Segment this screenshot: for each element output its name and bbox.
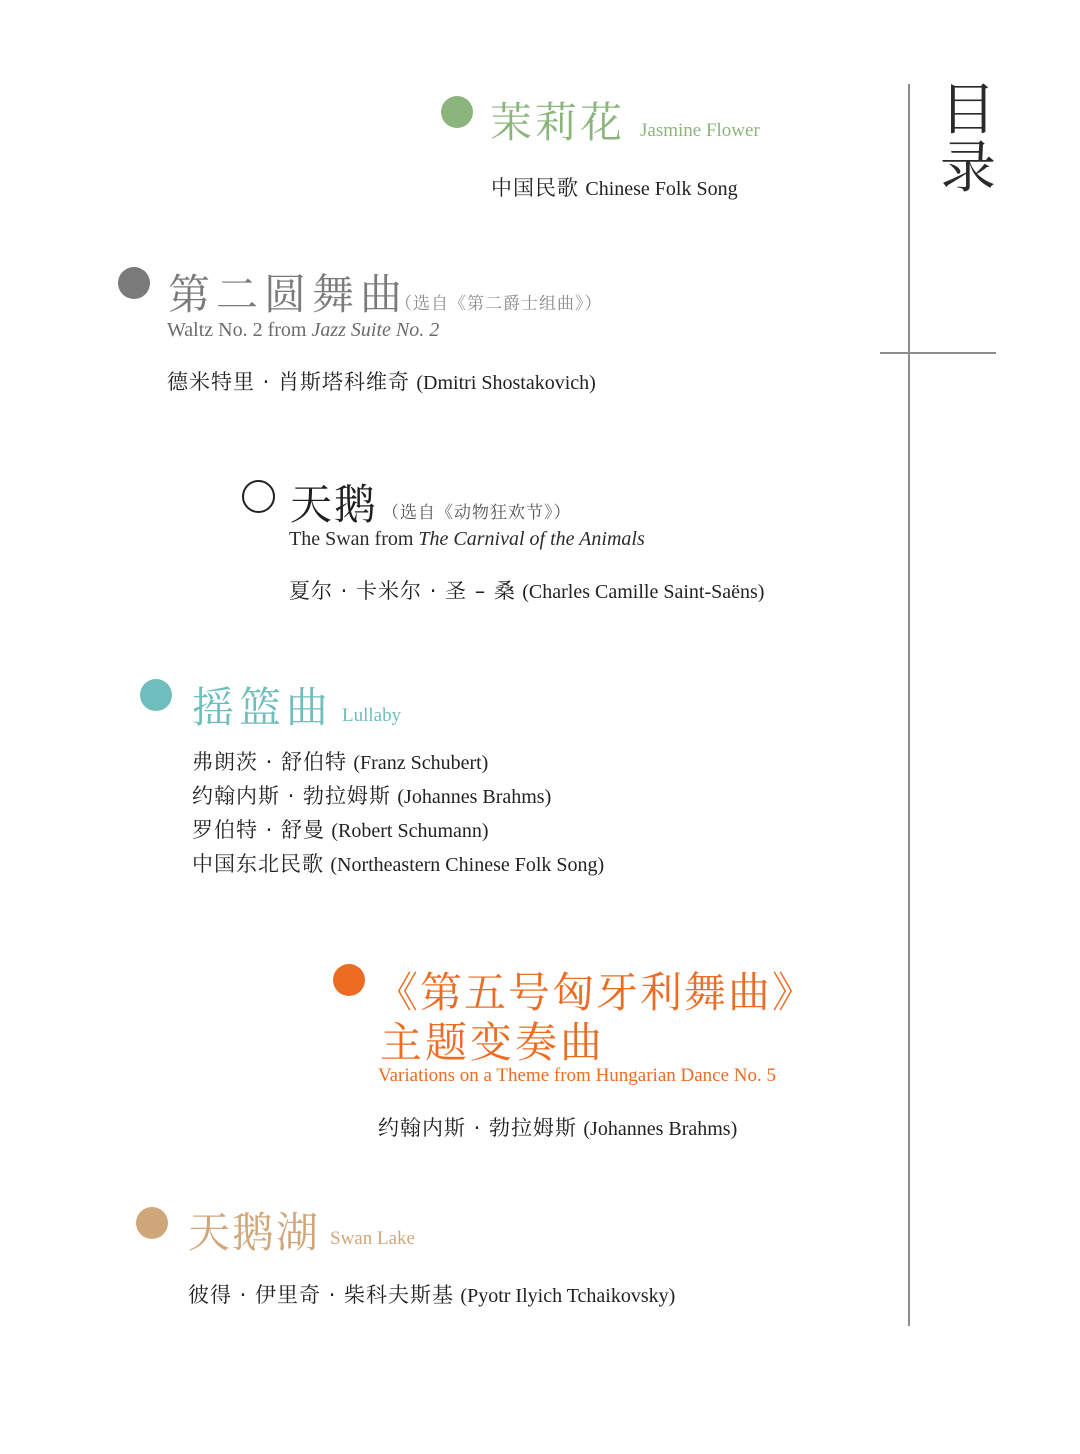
entry-6-title-cn: 天鹅湖 [188,1208,321,1257]
entry-1-title-en: Jasmine Flower [640,120,760,141]
entry-3-composer [289,575,764,605]
entry-3-title-en-italic: The Carnival of the Animals [418,528,645,550]
entry-4-composer-2 [192,780,551,810]
entry-2-title-cn: 第二圆舞曲 [168,270,409,319]
entry-2-title-en-italic: Jazz Suite No. 2 [311,319,440,341]
entry-3-note: （选自《动物狂欢节》） [382,503,572,523]
gray-bullet-icon [118,267,150,299]
tan-bullet-icon [136,1207,168,1239]
entry-1-title-cn: 茉莉花 [490,98,626,147]
entry-2-title-en-prefix: Waltz No. 2 from [167,319,312,341]
entry-4-composer-4-cn: 中国东北民歌 [192,852,324,876]
entry-2-composer-en: (Dmitri Shostakovich) [416,372,596,394]
entry-5-title-cn-line-1: 《第五号匈牙利舞曲》 [376,968,817,1017]
entry-2-title-en [167,319,439,342]
green-bullet-icon [441,96,473,128]
entry-4-title-en: Lullaby [342,705,402,726]
toc-heading-char-2: 录 [940,136,996,201]
entry-4-title-cn: 摇篮曲 [192,683,334,732]
entry-5-title-en: Variations on a Theme from Hungarian Dance No. 5 [378,1065,776,1086]
entry-2-note: （选自《第二爵士组曲》） [395,294,603,314]
entry-3-composer-en: (Charles Camille Saint-Saëns) [522,581,765,603]
entry-4-composer-2-en: (Johannes Brahms) [397,786,552,808]
ring-bullet-icon [242,480,275,513]
entry-5-composer [378,1112,737,1142]
entry-3-title-en [289,528,645,551]
entry-3-composer-cn: 夏尔 · 卡米尔 · 圣 – 桑 [289,579,516,603]
entry-4-composer-3 [192,814,489,844]
entry-6-title-en: Swan Lake [330,1228,415,1249]
entry-2-composer-cn: 德米特里 · 肖斯塔科维奇 [167,370,411,394]
entry-3-title-cn: 天鹅 [290,480,379,529]
entry-4-composer-2-cn: 约翰内斯 · 勃拉姆斯 [192,784,392,808]
teal-bullet-icon [140,679,172,711]
entry-1-composer [491,172,738,202]
entry-5-composer-cn: 约翰内斯 · 勃拉姆斯 [378,1116,578,1140]
entry-4-composer-4-en: (Northeastern Chinese Folk Song) [330,854,605,876]
entry-4-composer-1-en: (Franz Schubert) [353,752,489,774]
entry-2-composer [167,366,596,396]
entry-3-title-en-prefix: The Swan from [289,528,419,550]
toc-heading [938,78,998,201]
entry-4-composer-1 [192,746,488,776]
entry-1-composer-en: Chinese Folk Song [585,178,738,200]
entry-6-composer-cn: 彼得 · 伊里奇 · 柴科夫斯基 [188,1283,455,1307]
entry-4-composer-3-cn: 罗伯特 · 舒曼 [192,818,326,842]
entry-5-composer-en: (Johannes Brahms) [583,1118,738,1140]
entry-4-composer-4 [192,848,604,878]
entry-1-composer-cn: 中国民歌 [491,176,579,200]
entry-4-composer-3-en: (Robert Schumann) [331,820,489,842]
horizontal-divider [880,352,996,354]
entry-4-composer-1-cn: 弗朗茨 · 舒伯特 [192,750,348,774]
vertical-divider [908,84,910,1326]
entry-6-composer [188,1279,675,1309]
orange-bullet-icon [333,964,365,996]
toc-heading-char-1: 目 [940,78,996,143]
entry-6-composer-en: (Pyotr Ilyich Tchaikovsky) [460,1285,676,1307]
entry-5-title-cn-line-2: 主题变奏曲 [380,1018,606,1067]
